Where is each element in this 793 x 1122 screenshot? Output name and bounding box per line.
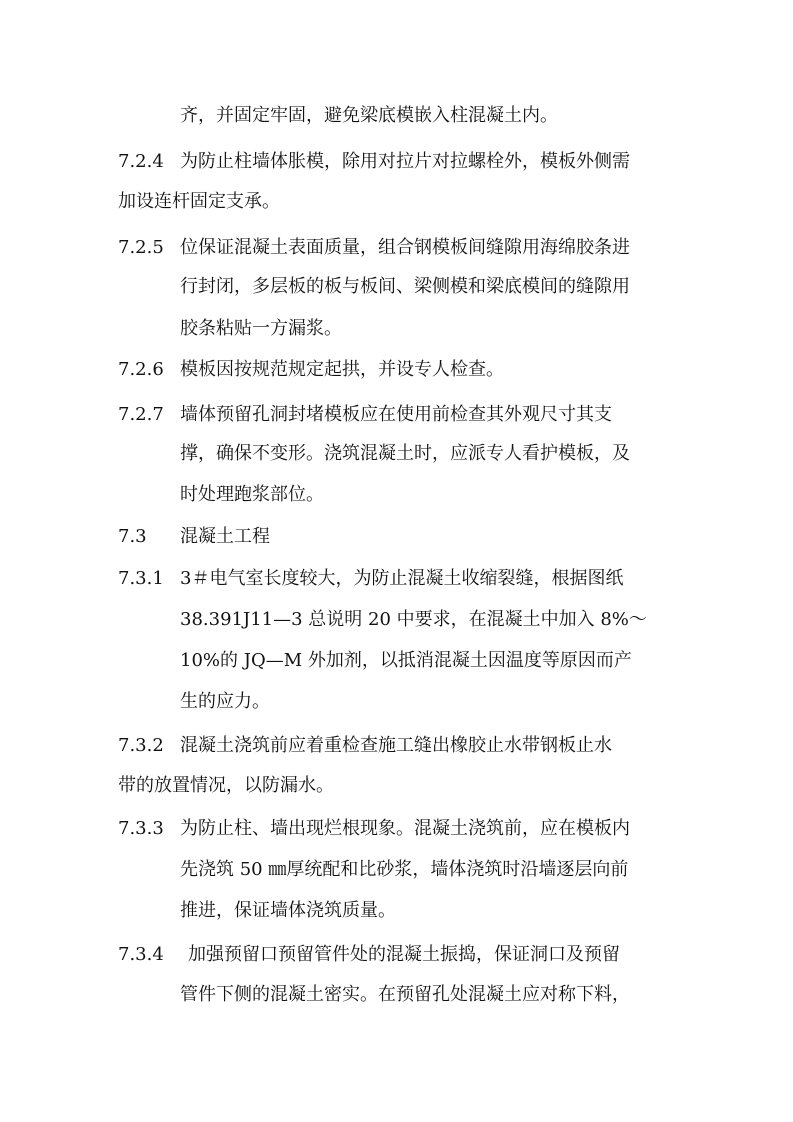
section-num-7-3-4: 7.3.4 (118, 944, 164, 965)
section-num-7-2-7: 7.2.7 (118, 404, 164, 425)
line-2: 为防止柱墙体胀模，除用对拉片对拉螺栓外，模板外侧需 (180, 151, 630, 172)
line-22: 管件下侧的混凝土密实。在预留孔处混凝土应对称下料， (180, 984, 630, 1005)
line-19: 先浇筑 50 ㎜厚统配和比砂浆，墙体浇筑时沿墙逐层向前 (180, 859, 629, 880)
line-7: 模板因按规范规定起拱，并设专人检查。 (180, 359, 504, 380)
line-11: 混凝土工程 (180, 526, 270, 547)
line-9: 撑，确保不变形。浇筑混凝土时，应派专人看护模板，及 (180, 443, 630, 464)
section-num-7-2-5: 7.2.5 (118, 237, 164, 258)
line-18: 为防止柱、墙出现烂根现象。混凝土浇筑前，应在模板内 (180, 818, 630, 839)
line-1: 齐，并固定牢固，避免梁底模嵌入柱混凝土内。 (180, 105, 558, 126)
line-10: 时处理跑浆部位。 (180, 484, 324, 505)
line-13: 38.391J11—3 总说明 20 中要求，在混凝土中加入 8%～ (180, 609, 647, 630)
line-4: 位保证混凝土表面质量，组合钢模板间缝隙用海绵胶条进 (180, 237, 630, 258)
section-num-7-3-3: 7.3.3 (118, 818, 164, 839)
section-num-7-3: 7.3 (118, 526, 147, 547)
line-20: 推进，保证墙体浇筑质量。 (180, 900, 396, 921)
line-21: 加强预留口预留管件处的混凝土振捣，保证洞口及预留 (188, 944, 620, 965)
line-5: 行封闭，多层板的板与板间、梁侧模和梁底模间的缝隙用 (180, 276, 630, 297)
line-3: 加设连杆固定支承。 (118, 191, 280, 212)
section-num-7-3-2: 7.3.2 (118, 735, 164, 756)
line-12: 3＃电气室长度较大，为防止混凝土收缩裂缝，根据图纸 (180, 568, 624, 589)
line-15: 生的应力。 (180, 691, 270, 712)
line-16: 混凝土浇筑前应着重检查施工缝出橡胶止水带钢板止水 (180, 735, 612, 756)
section-num-7-3-1: 7.3.1 (118, 568, 164, 589)
line-17: 带的放置情况，以防漏水。 (118, 775, 334, 796)
line-6: 胶条粘贴一方漏浆。 (180, 318, 342, 339)
section-num-7-2-6: 7.2.6 (118, 359, 164, 380)
section-num-7-2-4: 7.2.4 (118, 151, 164, 172)
line-8: 墙体预留孔洞封堵模板应在使用前检查其外观尺寸其支 (180, 404, 612, 425)
line-14: 10%的 JQ—M 外加剂，以抵消混凝土因温度等原因而产 (180, 650, 632, 671)
